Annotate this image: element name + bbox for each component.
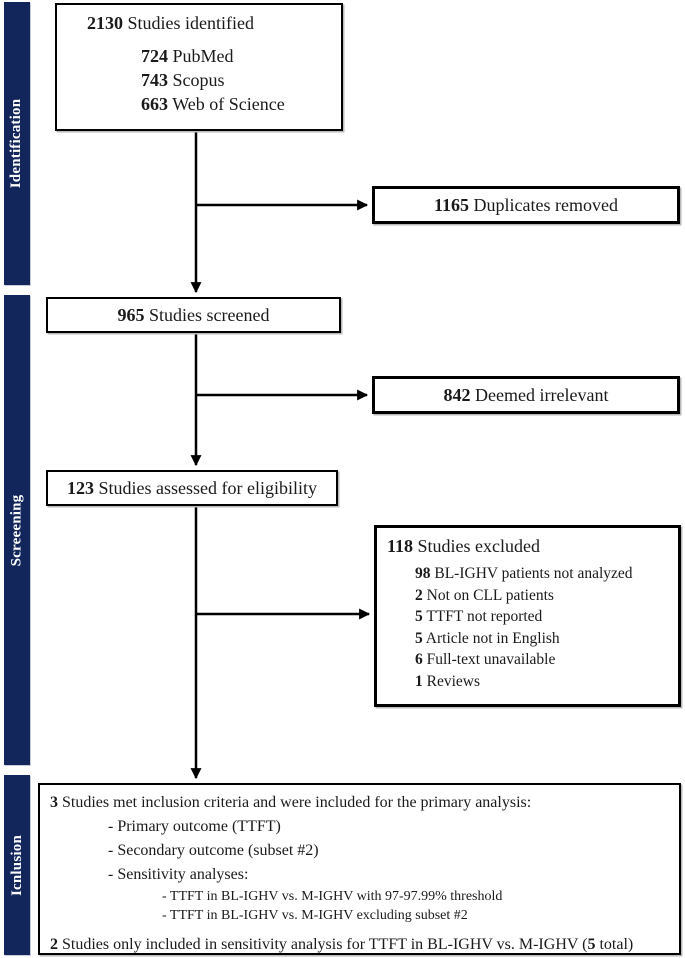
- box-assessed-eligibility: [46, 470, 338, 506]
- source-wos-count: 663: [141, 94, 168, 114]
- sensitivity-count: 2: [50, 936, 58, 953]
- excluded-reason: [415, 606, 678, 628]
- reason-4-label: Full-text unavailable: [426, 651, 556, 668]
- source-pubmed: [141, 44, 341, 68]
- studies-identified-label: Studies identified: [127, 13, 254, 33]
- inclusion-bullet-sensitivity: - Sensitivity analyses:: [108, 866, 249, 883]
- excluded-reason: [415, 563, 678, 585]
- excluded-reason: [415, 585, 678, 607]
- reason-1-label: Not on CLL patients: [426, 586, 554, 604]
- stage-identification: [4, 2, 30, 285]
- stage-inclusion-label: Icnlusion: [8, 834, 25, 896]
- eligibility-label: Studies assessed for eligibility: [98, 477, 317, 498]
- inclusion-primary-line: [40, 785, 679, 815]
- box-studies-screened: [46, 297, 341, 333]
- stage-screening: [4, 295, 30, 765]
- excluded-reason: [415, 649, 678, 671]
- box-duplicates-removed: [372, 186, 680, 224]
- reason-0-label: BL-IGHV patients not analyzed: [434, 565, 633, 582]
- sensitivity-label: Studies only included in sensitivity analysis for TTFT in BL-IGHV vs. M-IGHV (: [62, 936, 588, 953]
- box-studies-identified: [55, 3, 343, 131]
- reason-1-count: 2: [415, 586, 423, 604]
- excluded-reason: [415, 671, 678, 693]
- source-scopus-label: Scopus: [172, 70, 225, 90]
- sensitivity-total-count: 5: [587, 936, 596, 953]
- sensitivity-suffix: total): [595, 936, 634, 953]
- reason-4-count: 6: [415, 651, 423, 668]
- source-wos: [141, 92, 341, 116]
- reason-5-count: 1: [415, 672, 423, 690]
- source-scopus: [141, 68, 341, 92]
- reason-3-count: 5: [415, 629, 423, 647]
- source-wos-label: Web of Science: [172, 94, 285, 114]
- reason-2-count: 5: [415, 608, 423, 625]
- studies-excluded-heading: [377, 528, 678, 557]
- excluded-count: 118: [387, 536, 414, 556]
- inclusion-bullet-secondary-outcome: - Secondary outcome (subset #2): [108, 842, 319, 859]
- irrelevant-count: 842: [443, 384, 471, 405]
- inclusion-sensitivity-line: [40, 925, 679, 957]
- source-scopus-count: 743: [141, 70, 168, 90]
- source-pubmed-count: 724: [141, 46, 168, 66]
- assessed-eligibility-text: [48, 472, 336, 504]
- excluded-label: Studies excluded: [417, 536, 540, 556]
- reason-3-label: Article not in English: [425, 629, 560, 647]
- deemed-irrelevant-text: [375, 379, 677, 411]
- inclusion-bullet-primary-outcome: - Primary outcome (TTFT): [108, 818, 281, 835]
- duplicates-removed-text: [375, 189, 677, 221]
- source-pubmed-label: PubMed: [172, 46, 234, 66]
- studies-identified-count: 2130: [87, 13, 123, 33]
- studies-screened-text: [48, 299, 339, 331]
- screened-count: 965: [117, 304, 145, 325]
- inclusion-primary-label: Studies met inclusion criteria and were included for the primary analysis:: [62, 794, 532, 811]
- inclusion-primary-count: 3: [50, 794, 58, 811]
- duplicates-label: Duplicates removed: [473, 194, 618, 215]
- screened-label: Studies screened: [149, 304, 270, 325]
- reason-0-count: 98: [415, 565, 431, 582]
- eligibility-count: 123: [67, 477, 94, 498]
- excluded-reasons: [377, 557, 678, 692]
- irrelevant-label: Deemed irrelevant: [475, 384, 609, 405]
- inclusion-subbullet-threshold: - TTFT in BL-IGHV vs. M-IGHV with 97-97.99% threshold: [162, 889, 503, 904]
- reason-2-label: TTFT not reported: [426, 608, 543, 625]
- box-inclusion-summary: [38, 783, 681, 955]
- reason-5-label: Reviews: [426, 672, 481, 690]
- stage-screening-label: Screeening: [8, 494, 25, 566]
- stage-inclusion: [4, 775, 30, 955]
- duplicates-count: 1165: [434, 194, 470, 215]
- box-studies-excluded: [374, 525, 681, 707]
- inclusion-subbullet-excluding-subset: - TTFT in BL-IGHV vs. M-IGHV excluding subset #2: [162, 908, 468, 923]
- stage-identification-label: Identification: [8, 98, 25, 189]
- studies-identified-sources: [57, 34, 341, 116]
- excluded-reason: [415, 628, 678, 650]
- studies-identified-heading: [57, 5, 341, 34]
- box-deemed-irrelevant: [372, 376, 680, 414]
